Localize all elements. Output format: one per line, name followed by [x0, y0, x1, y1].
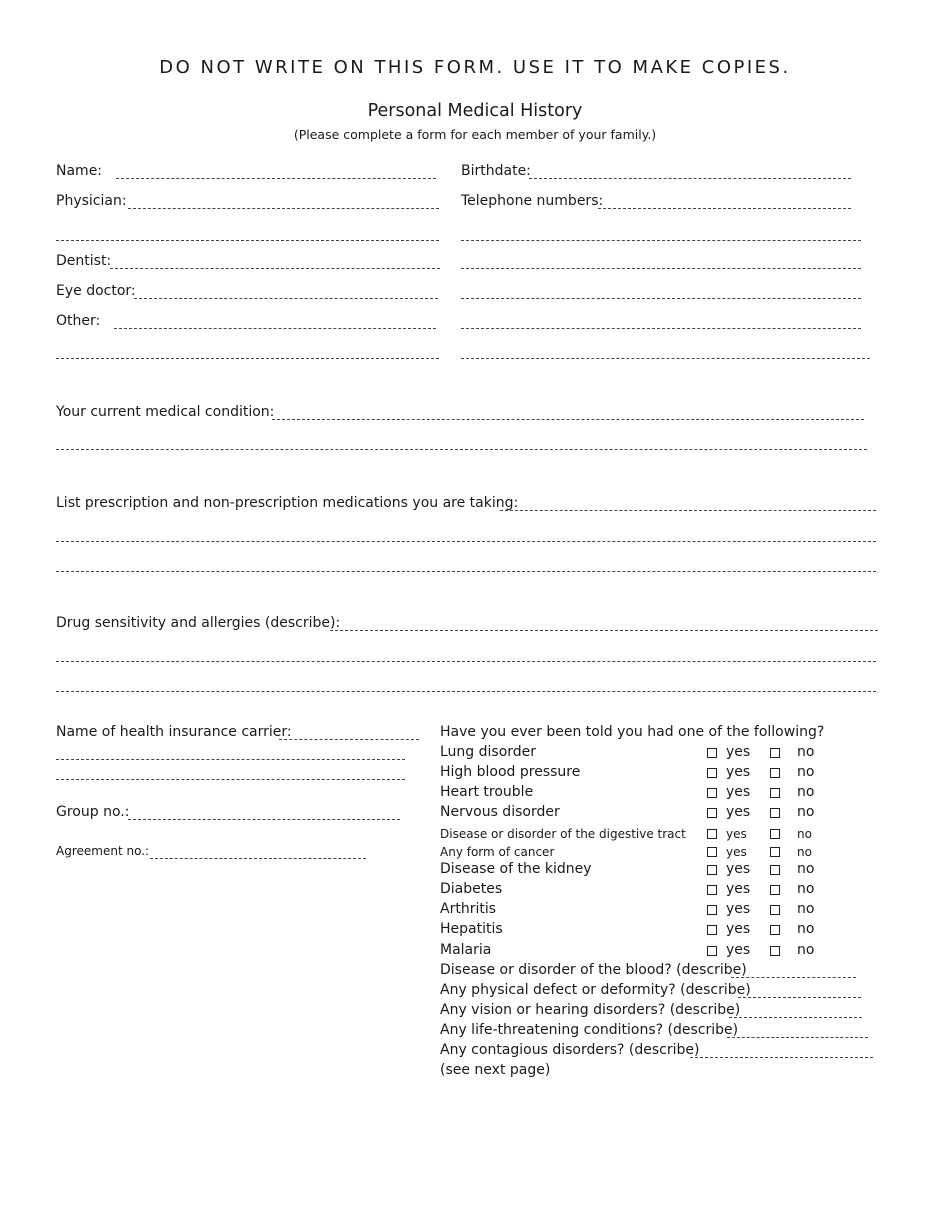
telephone-line-6[interactable] [461, 358, 870, 359]
no-checkbox[interactable] [770, 946, 780, 956]
condition-label: Disease of the kidney [440, 861, 592, 877]
yes-checkbox[interactable] [707, 885, 717, 895]
yes-option-label: yes [726, 764, 751, 780]
describe-question: Any life-threatening conditions? (describe) [440, 1022, 739, 1038]
no-checkbox[interactable] [770, 865, 780, 875]
medications-label: List prescription and non-prescription medications you are taking: [56, 495, 519, 511]
allergies-field[interactable] [330, 630, 878, 631]
no-checkbox[interactable] [770, 768, 780, 778]
condition-label: Hepatitis [440, 921, 503, 937]
describe-answer-field[interactable] [738, 997, 861, 998]
condition-label: Disease or disorder of the digestive tract [440, 827, 686, 841]
form-subtitle: (Please complete a form for each member of your family.) [293, 127, 657, 142]
yes-option-label: yes [726, 881, 751, 897]
eye-doctor-field[interactable] [134, 298, 438, 299]
banner-notice: DO NOT WRITE ON THIS FORM. USE IT TO MAKE COPIES. [159, 57, 791, 78]
yes-checkbox[interactable] [707, 768, 717, 778]
no-checkbox[interactable] [770, 788, 780, 798]
telephone-label: Telephone numbers: [461, 193, 604, 209]
physician-extra-line[interactable] [56, 240, 439, 241]
telephone-line-2[interactable] [461, 240, 861, 241]
dentist-field[interactable] [110, 268, 440, 269]
describe-answer-field[interactable] [729, 1017, 862, 1018]
yes-option-label: yes [726, 827, 747, 841]
yes-option-label: yes [726, 784, 751, 800]
condition-label: Any form of cancer [440, 845, 555, 859]
yes-checkbox[interactable] [707, 847, 717, 857]
condition-label: Malaria [440, 942, 492, 958]
no-option-label: no [797, 764, 815, 780]
condition-label: Lung disorder [440, 744, 537, 760]
no-option-label: no [797, 901, 815, 917]
yes-option-label: yes [726, 921, 751, 937]
describe-question: Any physical defect or deformity? (describe) [440, 982, 751, 998]
no-option-label: no [797, 784, 815, 800]
history-question: Have you ever been told you had one of the following? [440, 724, 825, 740]
yes-checkbox[interactable] [707, 946, 717, 956]
no-option-label: no [797, 845, 812, 859]
condition-label: High blood pressure [440, 764, 581, 780]
allergies-line-3[interactable] [56, 691, 876, 692]
allergies-line-2[interactable] [56, 661, 876, 662]
other-label: Other: [56, 313, 101, 329]
agreement-no-label: Agreement no.: [56, 844, 150, 858]
yes-checkbox[interactable] [707, 925, 717, 935]
no-checkbox[interactable] [770, 748, 780, 758]
group-no-label: Group no.: [56, 804, 130, 820]
name-field[interactable] [116, 178, 436, 179]
physician-field[interactable] [128, 208, 439, 209]
no-option-label: no [797, 804, 815, 820]
condition-label: Your current medical condition: [56, 404, 275, 420]
no-checkbox[interactable] [770, 885, 780, 895]
describe-answer-field[interactable] [690, 1057, 873, 1058]
yes-option-label: yes [726, 845, 747, 859]
medications-field[interactable] [500, 510, 876, 511]
no-checkbox[interactable] [770, 829, 780, 839]
yes-checkbox[interactable] [707, 808, 717, 818]
no-checkbox[interactable] [770, 847, 780, 857]
telephone-field[interactable] [598, 208, 851, 209]
allergies-label: Drug sensitivity and allergies (describe): [56, 615, 341, 631]
agreement-no-field[interactable] [150, 858, 366, 859]
no-option-label: no [797, 881, 815, 897]
group-no-field[interactable] [128, 819, 400, 820]
no-option-label: no [797, 861, 815, 877]
describe-question: Any contagious disorders? (describe) [440, 1042, 700, 1058]
describe-answer-field[interactable] [727, 1037, 868, 1038]
insurance-carrier-field[interactable] [279, 739, 419, 740]
other-extra-line[interactable] [56, 358, 439, 359]
insurance-carrier-line-3[interactable] [56, 779, 405, 780]
form-title: Personal Medical History [367, 101, 583, 121]
yes-checkbox[interactable] [707, 788, 717, 798]
other-field[interactable] [114, 328, 436, 329]
dentist-label: Dentist: [56, 253, 112, 269]
condition-label: Arthritis [440, 901, 497, 917]
no-checkbox[interactable] [770, 925, 780, 935]
yes-checkbox[interactable] [707, 865, 717, 875]
medications-line-2[interactable] [56, 541, 876, 542]
insurance-carrier-line-2[interactable] [56, 759, 405, 760]
yes-checkbox[interactable] [707, 905, 717, 915]
medications-line-3[interactable] [56, 571, 876, 572]
condition-label: Nervous disorder [440, 804, 560, 820]
yes-option-label: yes [726, 804, 751, 820]
telephone-line-4[interactable] [461, 298, 861, 299]
birthdate-field[interactable] [529, 178, 851, 179]
eye-doctor-label: Eye doctor: [56, 283, 136, 299]
describe-answer-field[interactable] [731, 977, 856, 978]
yes-checkbox[interactable] [707, 748, 717, 758]
describe-question: Any vision or hearing disorders? (describe) [440, 1002, 741, 1018]
no-option-label: no [797, 921, 815, 937]
no-option-label: no [797, 827, 812, 841]
insurance-carrier-label: Name of health insurance carrier: [56, 724, 292, 740]
yes-option-label: yes [726, 942, 751, 958]
no-option-label: no [797, 942, 815, 958]
describe-question: Disease or disorder of the blood? (describe) [440, 962, 747, 978]
condition-line-2[interactable] [56, 449, 867, 450]
yes-option-label: yes [726, 901, 751, 917]
see-next-page-note: (see next page) [440, 1062, 551, 1078]
yes-option-label: yes [726, 744, 751, 760]
no-checkbox[interactable] [770, 905, 780, 915]
yes-option-label: yes [726, 861, 751, 877]
no-option-label: no [797, 744, 815, 760]
physician-label: Physician: [56, 193, 127, 209]
condition-field[interactable] [272, 419, 864, 420]
yes-checkbox[interactable] [707, 829, 717, 839]
telephone-line-3[interactable] [461, 268, 861, 269]
name-label: Name: [56, 163, 103, 179]
telephone-line-5[interactable] [461, 328, 861, 329]
condition-label: Diabetes [440, 881, 503, 897]
condition-label: Heart trouble [440, 784, 534, 800]
birthdate-label: Birthdate: [461, 163, 531, 179]
no-checkbox[interactable] [770, 808, 780, 818]
